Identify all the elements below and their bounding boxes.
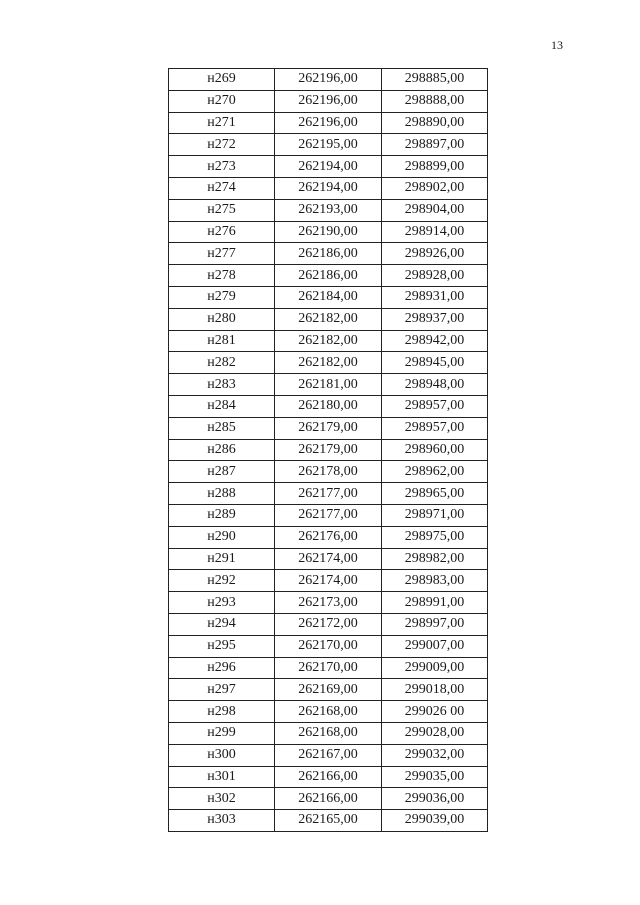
y-coordinate-cell: 298965,00 — [382, 483, 488, 505]
x-coordinate-cell: 262170,00 — [275, 635, 382, 657]
x-coordinate-cell: 262176,00 — [275, 526, 382, 548]
y-coordinate-cell: 298890,00 — [382, 112, 488, 134]
y-coordinate-cell: 298897,00 — [382, 134, 488, 156]
x-coordinate-cell: 262166,00 — [275, 788, 382, 810]
x-coordinate-cell: 262177,00 — [275, 504, 382, 526]
x-coordinate-cell: 262186,00 — [275, 265, 382, 287]
point-id-cell: н302 — [169, 788, 275, 810]
point-id-cell: н285 — [169, 417, 275, 439]
y-coordinate-cell: 298975,00 — [382, 526, 488, 548]
y-coordinate-cell: 298957,00 — [382, 395, 488, 417]
x-coordinate-cell: 262184,00 — [275, 286, 382, 308]
y-coordinate-cell: 298948,00 — [382, 374, 488, 396]
y-coordinate-cell: 299028,00 — [382, 722, 488, 744]
x-coordinate-cell: 262181,00 — [275, 374, 382, 396]
table-row — [169, 526, 488, 548]
x-coordinate-cell: 262196,00 — [275, 112, 382, 134]
x-coordinate-cell: 262195,00 — [275, 134, 382, 156]
point-id-cell: н273 — [169, 156, 275, 178]
table-row — [169, 352, 488, 374]
table-row — [169, 308, 488, 330]
x-coordinate-cell: 262190,00 — [275, 221, 382, 243]
page-number: 13 — [551, 38, 563, 52]
x-coordinate-cell: 262179,00 — [275, 417, 382, 439]
table-row — [169, 374, 488, 396]
y-coordinate-cell: 299018,00 — [382, 679, 488, 701]
table-row — [169, 134, 488, 156]
table-row — [169, 810, 488, 832]
table-row — [169, 613, 488, 635]
point-id-cell: н275 — [169, 199, 275, 221]
x-coordinate-cell: 262173,00 — [275, 592, 382, 614]
table-row — [169, 330, 488, 352]
y-coordinate-cell: 298962,00 — [382, 461, 488, 483]
table-row — [169, 592, 488, 614]
y-coordinate-cell: 299039,00 — [382, 810, 488, 832]
point-id-cell: н274 — [169, 177, 275, 199]
x-coordinate-cell: 262165,00 — [275, 810, 382, 832]
table-row — [169, 90, 488, 112]
table-row — [169, 112, 488, 134]
x-coordinate-cell: 262180,00 — [275, 395, 382, 417]
y-coordinate-cell: 298899,00 — [382, 156, 488, 178]
point-id-cell: н289 — [169, 504, 275, 526]
x-coordinate-cell: 262194,00 — [275, 156, 382, 178]
table-row — [169, 69, 488, 91]
point-id-cell: н287 — [169, 461, 275, 483]
x-coordinate-cell: 262196,00 — [275, 90, 382, 112]
point-id-cell: н288 — [169, 483, 275, 505]
point-id-cell: н269 — [169, 69, 275, 91]
point-id-cell: н299 — [169, 722, 275, 744]
coordinates-table — [168, 68, 488, 832]
y-coordinate-cell: 298904,00 — [382, 199, 488, 221]
y-coordinate-cell: 299036,00 — [382, 788, 488, 810]
table-row — [169, 701, 488, 723]
y-coordinate-cell: 298888,00 — [382, 90, 488, 112]
x-coordinate-cell: 262182,00 — [275, 352, 382, 374]
y-coordinate-cell: 299026 00 — [382, 701, 488, 723]
y-coordinate-cell: 298937,00 — [382, 308, 488, 330]
y-coordinate-cell: 299035,00 — [382, 766, 488, 788]
x-coordinate-cell: 262194,00 — [275, 177, 382, 199]
table-row — [169, 156, 488, 178]
table-row — [169, 265, 488, 287]
table-row — [169, 417, 488, 439]
x-coordinate-cell: 262182,00 — [275, 330, 382, 352]
x-coordinate-cell: 262168,00 — [275, 722, 382, 744]
y-coordinate-cell: 298885,00 — [382, 69, 488, 91]
point-id-cell: н276 — [169, 221, 275, 243]
table-row — [169, 439, 488, 461]
y-coordinate-cell: 299007,00 — [382, 635, 488, 657]
table-row — [169, 766, 488, 788]
point-id-cell: н270 — [169, 90, 275, 112]
x-coordinate-cell: 262167,00 — [275, 744, 382, 766]
x-coordinate-cell: 262174,00 — [275, 548, 382, 570]
point-id-cell: н271 — [169, 112, 275, 134]
y-coordinate-cell: 298971,00 — [382, 504, 488, 526]
x-coordinate-cell: 262196,00 — [275, 69, 382, 91]
table-row — [169, 548, 488, 570]
y-coordinate-cell: 299032,00 — [382, 744, 488, 766]
table-row — [169, 744, 488, 766]
x-coordinate-cell: 262193,00 — [275, 199, 382, 221]
table-row — [169, 199, 488, 221]
point-id-cell: н278 — [169, 265, 275, 287]
point-id-cell: н301 — [169, 766, 275, 788]
x-coordinate-cell: 262186,00 — [275, 243, 382, 265]
table-row — [169, 504, 488, 526]
table-row — [169, 788, 488, 810]
point-id-cell: н282 — [169, 352, 275, 374]
x-coordinate-cell: 262168,00 — [275, 701, 382, 723]
point-id-cell: н272 — [169, 134, 275, 156]
x-coordinate-cell: 262174,00 — [275, 570, 382, 592]
table-row — [169, 657, 488, 679]
table-row — [169, 221, 488, 243]
point-id-cell: н293 — [169, 592, 275, 614]
y-coordinate-cell: 299009,00 — [382, 657, 488, 679]
point-id-cell: н290 — [169, 526, 275, 548]
y-coordinate-cell: 298945,00 — [382, 352, 488, 374]
point-id-cell: н277 — [169, 243, 275, 265]
x-coordinate-cell: 262179,00 — [275, 439, 382, 461]
coordinates-table-body — [169, 69, 488, 832]
x-coordinate-cell: 262177,00 — [275, 483, 382, 505]
point-id-cell: н280 — [169, 308, 275, 330]
y-coordinate-cell: 298931,00 — [382, 286, 488, 308]
y-coordinate-cell: 298926,00 — [382, 243, 488, 265]
table-row — [169, 286, 488, 308]
x-coordinate-cell: 262170,00 — [275, 657, 382, 679]
point-id-cell: н297 — [169, 679, 275, 701]
point-id-cell: н292 — [169, 570, 275, 592]
point-id-cell: н295 — [169, 635, 275, 657]
point-id-cell: н283 — [169, 374, 275, 396]
table-row — [169, 635, 488, 657]
y-coordinate-cell: 298957,00 — [382, 417, 488, 439]
point-id-cell: н281 — [169, 330, 275, 352]
table-row — [169, 395, 488, 417]
point-id-cell: н298 — [169, 701, 275, 723]
point-id-cell: н286 — [169, 439, 275, 461]
point-id-cell: н284 — [169, 395, 275, 417]
table-row — [169, 177, 488, 199]
table-row — [169, 243, 488, 265]
y-coordinate-cell: 298942,00 — [382, 330, 488, 352]
y-coordinate-cell: 298982,00 — [382, 548, 488, 570]
point-id-cell: н300 — [169, 744, 275, 766]
y-coordinate-cell: 298902,00 — [382, 177, 488, 199]
table-row — [169, 679, 488, 701]
point-id-cell: н294 — [169, 613, 275, 635]
x-coordinate-cell: 262178,00 — [275, 461, 382, 483]
table-row — [169, 483, 488, 505]
table-row — [169, 722, 488, 744]
y-coordinate-cell: 298914,00 — [382, 221, 488, 243]
table-row — [169, 570, 488, 592]
x-coordinate-cell: 262169,00 — [275, 679, 382, 701]
y-coordinate-cell: 298983,00 — [382, 570, 488, 592]
point-id-cell: н296 — [169, 657, 275, 679]
y-coordinate-cell: 298928,00 — [382, 265, 488, 287]
x-coordinate-cell: 262182,00 — [275, 308, 382, 330]
x-coordinate-cell: 262166,00 — [275, 766, 382, 788]
x-coordinate-cell: 262172,00 — [275, 613, 382, 635]
y-coordinate-cell: 298960,00 — [382, 439, 488, 461]
y-coordinate-cell: 298991,00 — [382, 592, 488, 614]
y-coordinate-cell: 298997,00 — [382, 613, 488, 635]
point-id-cell: н291 — [169, 548, 275, 570]
point-id-cell: н279 — [169, 286, 275, 308]
point-id-cell: н303 — [169, 810, 275, 832]
table-row — [169, 461, 488, 483]
